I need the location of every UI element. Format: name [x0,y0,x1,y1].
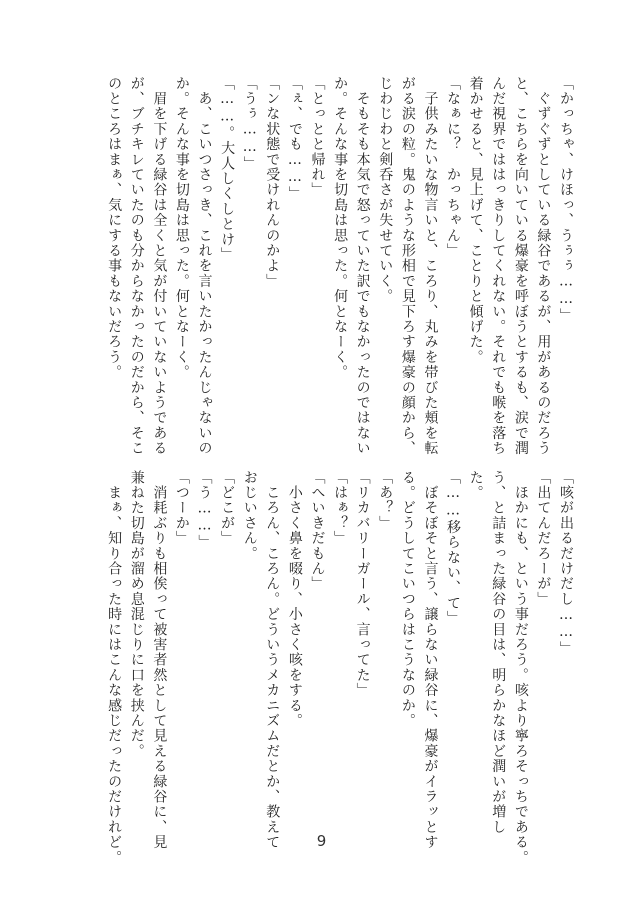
text-line: あ、こいつさっき、これを言いたかったんじゃないの [196,76,213,456]
text-line: 「かっちゃ、けほっ、うぅぅ……」 [558,76,574,324]
text-line: か。そんな事を切島は思った。何となーく。 [332,76,349,380]
text-line: か。そんな事を切島は思った。何となーく。 [173,76,190,380]
text-line: まぁ、知り合った時にはこんな感じだったのだけれど。 [106,470,123,866]
text-block-bottom [103,470,577,866]
text-line: ほかにも、という事だろう。咳より寧ろそっちである。 [512,470,529,866]
text-line: る。どうしてこいつらはこうなのか。 [399,470,416,729]
text-line: が、ブチキレていたのも分からなかったのだから、そこ [128,76,145,456]
text-line: 眉を下げる緑谷は全くと気が付いていないようである [151,76,168,456]
text-line: 兼ねた切島が溜め息混じりに口を挟んだ。 [128,470,145,759]
text-line: う、と詰まった緑谷の目は、明らかなほど潤いが増し [490,470,507,835]
text-line: 「ぇ、でも……」 [286,76,303,202]
text-line: 「はぁ？」 [332,470,349,546]
text-line: 着かせると、見上げて、ことりと傾げた。 [467,76,484,365]
text-line: 「とっとと帰れ」 [309,76,326,198]
text-line: 「咳が出るだけだし……」 [558,470,574,657]
page-number: 9 [316,832,327,850]
text-line: おじいさん。 [241,470,258,562]
text-line: 「うぅ……」 [241,76,258,172]
text-line: 「どこが」 [219,470,236,546]
text-line: ぐずぐずとしている緑谷であるが、用があるのだろう [535,76,552,456]
text-line: 「出てんだろーが」 [535,470,552,607]
text-line: ぼそぼそと言う、譲らない緑谷に、爆豪がイラッとす [422,470,439,850]
text-line: 消耗ぶりも相俟って被害者然として見える緑谷に、見 [151,470,168,850]
text-line: 「……。大人しくしとけ」 [219,76,236,263]
text-line: そもそも本気で怒っていた訳でもなかったのではない [354,76,371,456]
text-line: じわじわと剣呑さが失せていく。 [377,76,394,304]
text-line: た。 [467,470,484,501]
text-line: 「あ？」 [377,470,394,531]
text-line: 小さく鼻を啜り、小さく咳をする。 [286,470,303,729]
text-line: と、こちらを向いている爆豪を呼ぼうとするも、涙で潤 [512,76,529,456]
text-line: 「へいきだもん」 [309,470,326,592]
text-line: 「つーか」 [173,470,190,546]
text-line: のところはまぁ、気にする事もないだろう。 [106,76,123,380]
text-line: ころん、ころん。どういうメカニズムだとか、教えて [264,470,281,850]
text-line: がる涙の粒。鬼のような形相で見下ろす爆豪の顔から、 [399,76,416,456]
text-line: 「う……」 [196,470,213,550]
text-line: 子供みたいな物言いと、ころり、丸みを帯びた頬を転 [422,76,439,456]
text-line: 「なぁに？ かっちゃん」 [445,76,462,259]
text-line: 「リカバリーガール、言ってた」 [354,470,371,698]
text-block-top [103,76,577,456]
text-line: 「……移らない、て」 [445,470,462,626]
text-line: 「ンな状態で受けれんのかよ」 [264,76,281,289]
text-line: んだ視界でははっきりしてくれない。それでも喉を落ち [490,76,507,456]
